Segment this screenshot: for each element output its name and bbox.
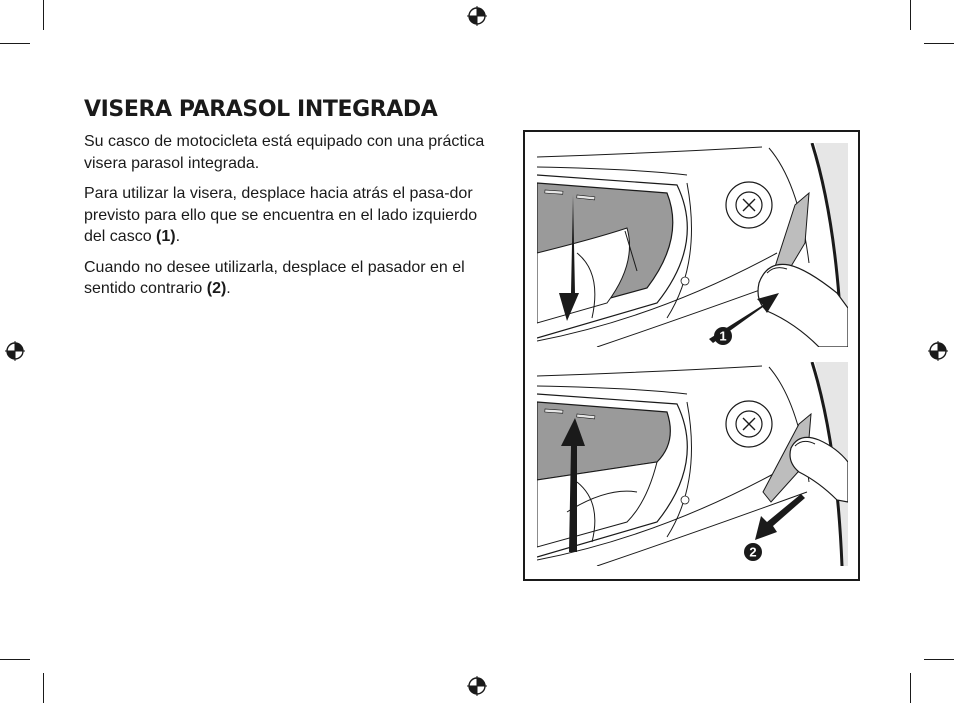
step-number-2: 2 (749, 544, 757, 560)
crop-mark (924, 43, 954, 44)
step-reference: (1) (156, 228, 176, 245)
step-reference: (2) (206, 280, 227, 297)
illustration-step-1 (537, 143, 848, 347)
paragraph-use-visor: Para utilizar la visera, desplace hacia atrás el pasa-dor previsto para ello que se encuentra en el lado izquierdo del casco (1). (84, 185, 478, 245)
paragraph-retract-visor: Cuando no desee utilizarla, desplace el pasador en el sentido contrario (2). (84, 258, 465, 297)
registration-mark-icon (5, 341, 25, 361)
crop-mark (924, 659, 954, 660)
registration-mark-icon (467, 676, 487, 696)
crop-mark (0, 43, 30, 44)
step-number-1: 1 (719, 328, 727, 344)
registration-mark-icon (928, 341, 948, 361)
crop-mark (910, 673, 911, 703)
registration-mark-icon (467, 6, 487, 26)
illustration-step-2 (537, 362, 848, 566)
body-text (84, 131, 494, 309)
crop-mark (910, 0, 911, 30)
section-title: VISERA PARASOL INTEGRADA (84, 97, 438, 122)
paragraph-intro: Su casco de motocicleta está equipado con una práctica visera parasol integrada. (84, 133, 485, 172)
crop-mark (43, 0, 44, 30)
visor-illustration-frame (523, 130, 860, 581)
crop-mark (43, 673, 44, 703)
crop-mark (0, 659, 30, 660)
